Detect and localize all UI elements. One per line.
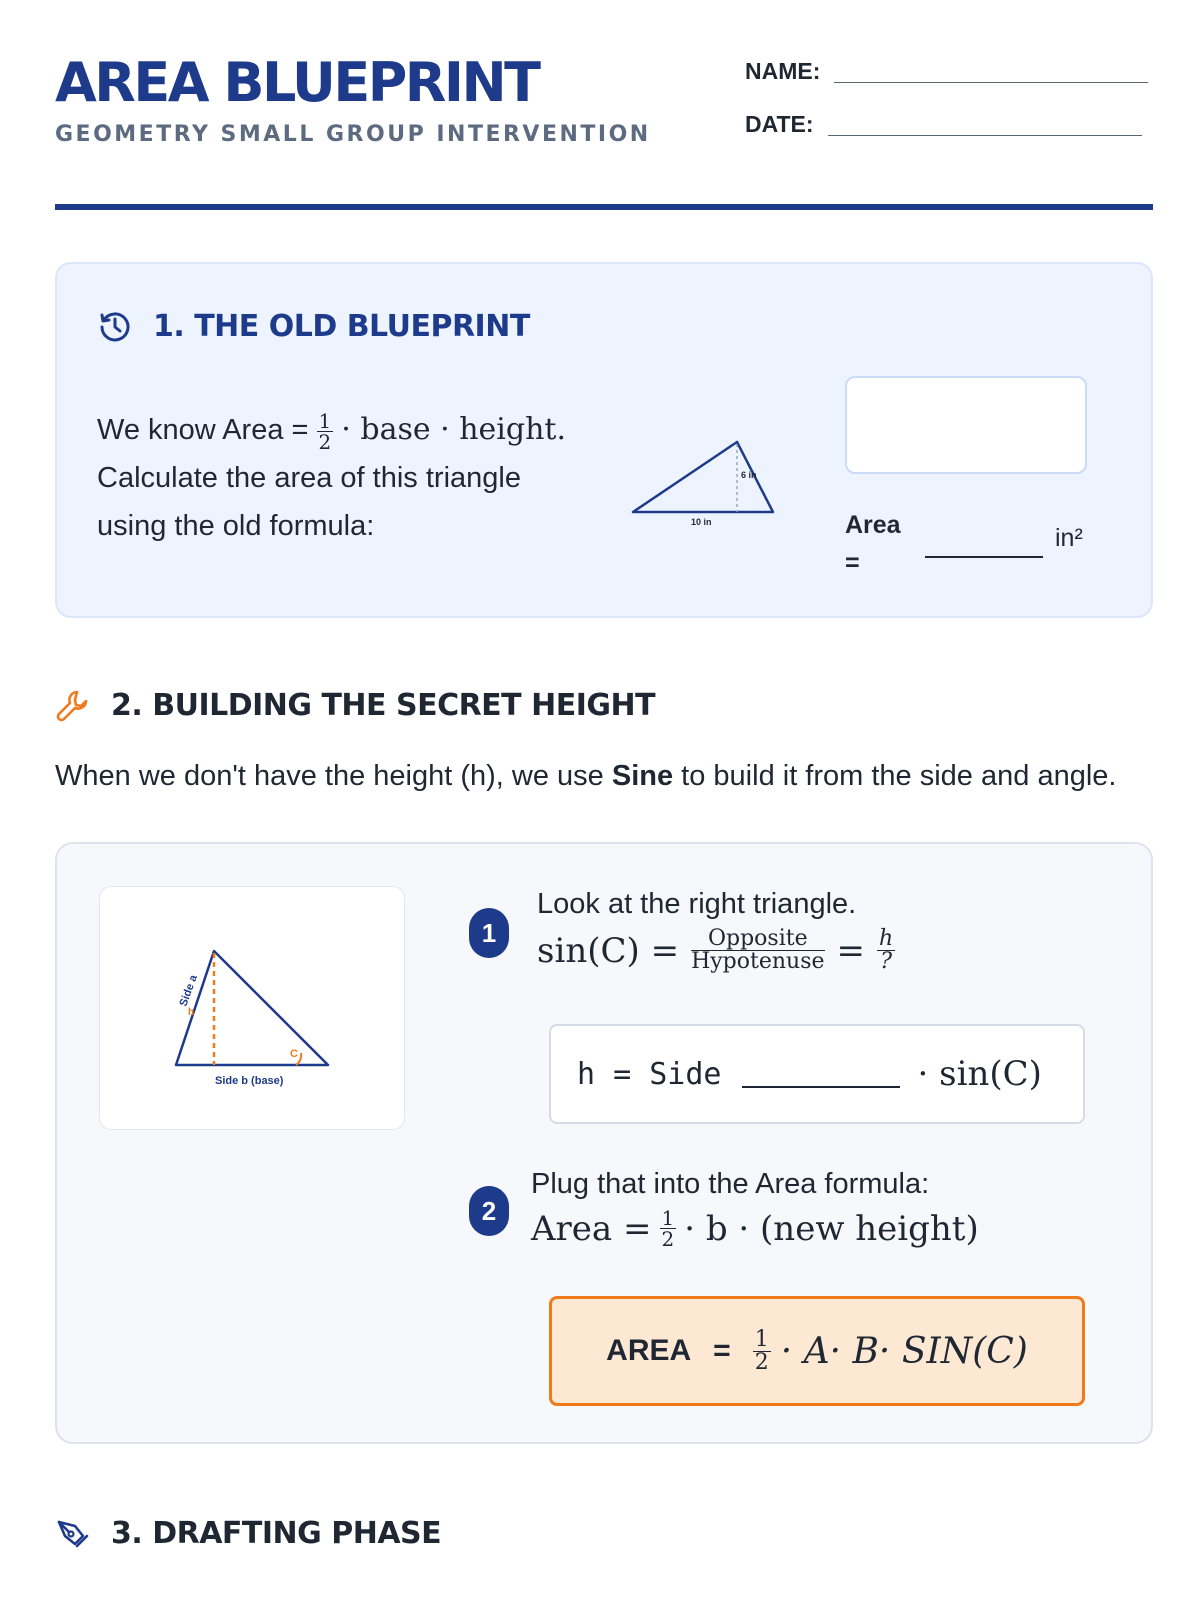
- section2-title: 2. BUILDING THE SECRET HEIGHT: [111, 688, 656, 723]
- section2-intro: [55, 760, 1116, 793]
- area-answer-label: Area =: [845, 511, 901, 577]
- final-eq: =: [713, 1334, 731, 1367]
- worksheet-title: AREA BLUEPRINT: [55, 51, 539, 114]
- section2-heading: [55, 688, 655, 724]
- side-b-label: Side b (base): [215, 1075, 284, 1087]
- h-num: h: [879, 926, 894, 951]
- area-unit: in²: [1055, 524, 1083, 552]
- intro-bold: Sine: [611, 760, 674, 792]
- area-lhs: Area =: [531, 1208, 652, 1249]
- final-frac-den: 2: [754, 1349, 769, 1375]
- final-area-math: [753, 1326, 1028, 1375]
- section1-heading: [97, 309, 530, 345]
- final-area-label: AREA: [606, 1334, 692, 1367]
- side-a-label: Side a: [177, 973, 200, 1009]
- formula-prefix: We know Area =: [97, 414, 317, 446]
- unknown-den: ?: [880, 949, 892, 974]
- date-input-line[interactable]: [828, 114, 1142, 136]
- section1-formula-line: [97, 406, 617, 454]
- section1-title: 1. THE OLD BLUEPRINT: [153, 309, 530, 344]
- section1-triangle-diagram: [629, 434, 779, 530]
- area-answer-line[interactable]: [925, 556, 1043, 558]
- h-formula-left: h = Side: [577, 1056, 722, 1092]
- section1-line3: using the old formula:: [97, 510, 375, 542]
- final-rhs: · A· B· SIN(C): [780, 1330, 1028, 1372]
- hyp-den: Hypotenuse: [691, 949, 825, 974]
- section3-heading: [55, 1516, 441, 1552]
- step-2-badge: 2: [469, 1186, 509, 1236]
- final-area-formula-box: [549, 1296, 1085, 1406]
- section1-line2: Calculate the area of this triangle: [97, 462, 521, 494]
- wrench-icon: [55, 688, 91, 724]
- height-formula-box: [549, 1024, 1085, 1124]
- step-2-text: Plug that into the Area formula:: [531, 1168, 930, 1200]
- sin-eq: =: [836, 930, 866, 971]
- step-1-text: Look at the right triangle.: [537, 888, 857, 920]
- sine-triangle-shape: [176, 951, 328, 1065]
- section1-instructions: [97, 406, 617, 550]
- diagram-h-label: h: [188, 1007, 195, 1018]
- opp-num: Opposite: [691, 928, 824, 951]
- sine-diagram-card: [99, 886, 405, 1130]
- name-input-line[interactable]: [834, 61, 1148, 83]
- date-field-row: [745, 113, 1142, 136]
- h-formula-right: · sin(C): [917, 1054, 1042, 1094]
- final-frac-num: 1: [754, 1326, 769, 1352]
- h-over-fraction: [877, 928, 895, 973]
- name-field-row: [745, 60, 1148, 83]
- pen-tool-icon: [55, 1516, 91, 1552]
- frac-num: 1: [318, 408, 332, 433]
- sine-triangle-diagram: [100, 887, 406, 1131]
- side-blank-line[interactable]: [742, 1060, 900, 1088]
- secret-height-panel: [55, 842, 1153, 1444]
- area-rhs: · b · (new height): [684, 1208, 979, 1249]
- step-1-badge: 1: [469, 908, 509, 958]
- worksheet-subtitle: GEOMETRY SMALL GROUP INTERVENTION: [55, 122, 651, 147]
- intro-before: When we don't have the height (h), we use: [55, 760, 612, 792]
- header-divider: [55, 204, 1153, 210]
- worksheet-page: [55, 0, 1153, 1600]
- area-frac-den: 2: [661, 1227, 675, 1251]
- section3-title: 3. DRAFTING PHASE: [111, 1516, 442, 1551]
- final-half-fraction: [753, 1326, 771, 1375]
- history-icon: [97, 309, 133, 345]
- frac-den: 2: [318, 429, 332, 454]
- area-substitution-formula: [531, 1208, 979, 1249]
- intro-after: to build it from the side and angle.: [673, 760, 1117, 792]
- angle-label: C: [290, 1048, 298, 1060]
- formula-suffix: · base · height.: [341, 412, 567, 447]
- answer-work-box[interactable]: [845, 376, 1087, 474]
- name-label: NAME:: [745, 58, 821, 84]
- opp-hyp-fraction: [691, 928, 824, 973]
- base-label: 10 in: [691, 517, 712, 527]
- area-half-fraction: [660, 1208, 677, 1249]
- area-frac-num: 1: [661, 1206, 675, 1230]
- sin-lhs: sin(C) =: [537, 930, 680, 971]
- sine-ratio-formula: [537, 928, 895, 973]
- date-label: DATE:: [745, 111, 814, 137]
- old-blueprint-panel: [55, 262, 1153, 618]
- height-label: 6 in: [741, 470, 757, 480]
- half-fraction: [317, 408, 334, 454]
